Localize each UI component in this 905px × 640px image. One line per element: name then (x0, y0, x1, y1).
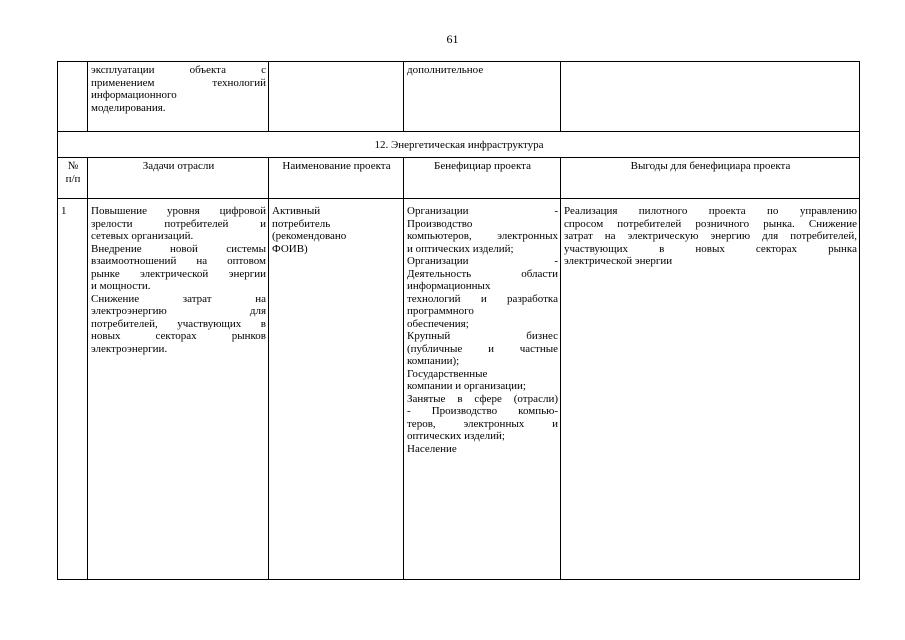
cont-num-cell (58, 62, 88, 132)
text-line: компании); (407, 355, 460, 367)
text-line: Крупный бизнес (407, 330, 558, 342)
text-line: технологий и разработка (407, 292, 558, 305)
header-num (58, 158, 88, 199)
text-line: электрической энергии (564, 255, 673, 267)
text-line: Государственные (407, 367, 488, 380)
text-line: потребитель (272, 217, 331, 230)
text-line: спросом потребителей розничного рынка. Снижение (564, 217, 857, 230)
text-line: применением технологий (91, 76, 266, 89)
row-tasks (88, 199, 269, 580)
text-line: электроэнергии. (91, 342, 168, 355)
text-line: компьютеров, электронных (407, 230, 558, 242)
text-line: новых секторах рынков (91, 330, 266, 342)
text-line: зрелости потребителей и (91, 217, 266, 230)
cont-benefits-cell (561, 62, 860, 132)
text-line: теров, электронных и (407, 417, 558, 430)
text-line: сетевых организаций. (91, 230, 194, 242)
header-num-line: п/п (65, 172, 81, 185)
text-line: компании и организации; (407, 380, 526, 392)
section-title: 12. Энергетическая инфраструктура (58, 132, 860, 158)
cont-task-cell (88, 62, 269, 132)
text-line: Внедрение новой системы (91, 242, 266, 255)
text-line: обеспечения; (407, 317, 469, 330)
text-line: Население (407, 442, 457, 455)
header-benefits: Выгоды для бенефициара проекта (561, 158, 860, 199)
row-benefits (561, 199, 860, 580)
cont-beneficiary-cell (404, 62, 561, 132)
text-line: (публичные и частные (407, 342, 558, 355)
header-project: Наименование проекта (269, 158, 404, 199)
row-project (269, 199, 404, 580)
header-num-line: № (67, 160, 79, 172)
section-row (58, 132, 860, 158)
row-num: 1 (58, 199, 88, 580)
text-line: Организации - (407, 255, 558, 267)
text-line: взаимоотношений на оптовом (91, 255, 266, 267)
text-line: Активный (272, 205, 321, 217)
text-line: - Производство компью- (407, 405, 558, 417)
row-beneficiary (404, 199, 561, 580)
header-tasks: Задачи отрасли (88, 158, 269, 199)
text-line: информационного (91, 89, 177, 101)
text-line: дополнительное (407, 64, 484, 76)
text-line: оптических изделий; (407, 430, 505, 442)
header-beneficiary: Бенефициар проекта (404, 158, 561, 199)
cont-project-cell (269, 62, 404, 132)
text-line: потребителей, участвующих в (91, 317, 266, 330)
project-table (57, 61, 860, 580)
text-line: участвующих в новых секторах рынка (564, 242, 857, 255)
text-line: Занятые в сфере (отрасли) (407, 392, 558, 405)
text-line: Организации - (407, 205, 558, 217)
page-number: 61 (446, 32, 459, 46)
text-line: Повышение уровня цифровой (91, 205, 266, 217)
text-line: Реализация пилотного проекта по управлению (564, 205, 857, 217)
text-line: ФОИВ) (272, 242, 308, 255)
text-line: (рекомендовано (272, 230, 347, 242)
continuation-row (58, 62, 860, 132)
header-row (58, 158, 860, 199)
text-line: эксплуатации объекта с (91, 64, 266, 76)
text-line: и оптических изделий; (407, 242, 514, 255)
text-line: электроэнергию для (91, 305, 266, 317)
text-line: Производство (407, 217, 473, 230)
text-line: программного (407, 305, 474, 317)
text-line: рынке электрической энергии (91, 267, 266, 280)
table-row (58, 199, 860, 580)
text-line: и мощности. (91, 280, 151, 292)
text-line: моделирования. (91, 101, 166, 114)
text-line: Снижение затрат на (91, 292, 266, 305)
text-line: затрат на электрическую энергию для потребителей, (564, 230, 857, 242)
text-line: Деятельность области (407, 267, 558, 280)
text-line: информационных (407, 280, 491, 292)
